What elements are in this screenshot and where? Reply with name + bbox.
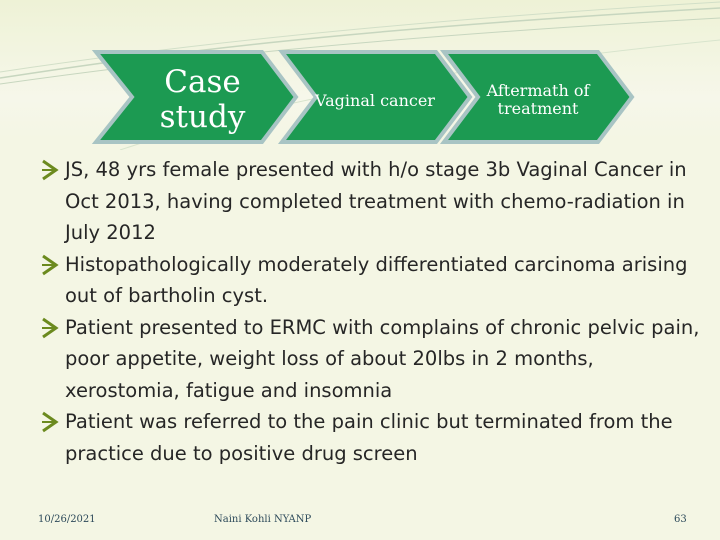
arrow-bullet-icon xyxy=(40,249,62,280)
bullet-text: Patient was referred to the pain clinic but terminated from the practice due to positive drug screen xyxy=(65,410,673,465)
bullet-text: Histopathologically moderately differentiated carcinoma arising out of bartholin cyst. xyxy=(65,252,688,307)
footer-page-number: 63 xyxy=(674,514,687,525)
bullet-item xyxy=(40,154,700,249)
bullet-item xyxy=(40,312,700,407)
arrow-bullet-icon xyxy=(40,312,62,343)
arrow-bullet-icon xyxy=(40,154,62,185)
bullet-text: JS, 48 yrs female presented with h/o stage 3b Vaginal Cancer in Oct 2013, having completed treatment with chemo-radiation in July 2012 xyxy=(65,158,687,244)
chevron-label-aftermath: Aftermath of treatment xyxy=(486,81,590,118)
chevron-label-case-study: Case study xyxy=(159,64,246,135)
bullet-item xyxy=(40,249,700,312)
bullet-text: Patient presented to ERMC with complains of chronic pelvic pain, poor appetite, weight loss of about 20lbs in 2 months, xerostomia, fatigue and insomnia xyxy=(65,315,700,402)
footer-date: 10/26/2021 xyxy=(38,514,96,525)
bullet-item xyxy=(40,406,700,469)
arrow-bullet-icon xyxy=(40,406,62,437)
chevron-label-vaginal-cancer: Vaginal cancer xyxy=(315,91,435,111)
footer-author: Naini Kohli NYANP xyxy=(214,514,312,525)
bullet-list xyxy=(40,154,700,469)
